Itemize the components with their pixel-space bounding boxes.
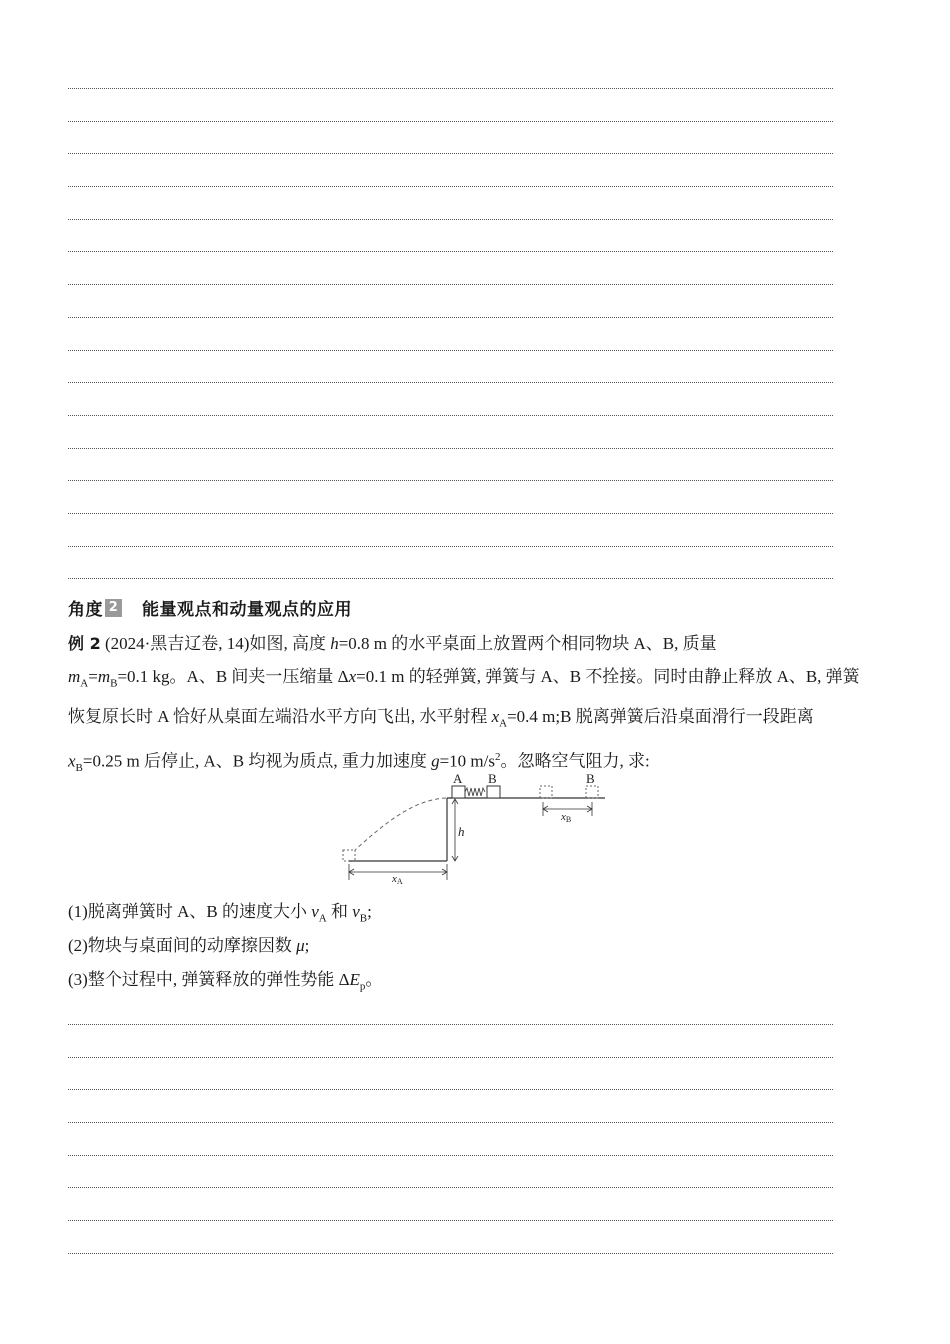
- question-3: [68, 969, 382, 997]
- answer-line: [68, 480, 833, 513]
- answer-line: [68, 121, 833, 154]
- answer-line: [68, 1024, 833, 1057]
- answer-line: [68, 251, 833, 284]
- section-title: 能量观点和动量观点的应用: [142, 600, 352, 620]
- text-run: 。: [365, 970, 383, 989]
- var-v: v: [352, 902, 360, 921]
- subscript: B: [359, 912, 368, 925]
- text-run: =0.8 m 的水平桌面上放置两个相同物块 A、B, 质量: [338, 634, 717, 653]
- block-b-end-ghost: [586, 786, 598, 798]
- text-run: 如图, 高度: [249, 634, 331, 653]
- subscript: B: [75, 761, 83, 774]
- subscript: A: [80, 677, 89, 690]
- section-heading: [68, 595, 352, 620]
- answer-line: [68, 153, 833, 186]
- answer-line: [68, 546, 833, 579]
- answer-line: [68, 88, 833, 121]
- answer-line: [68, 350, 833, 383]
- var-g: g: [431, 751, 440, 771]
- section-number-badge: 2: [105, 599, 122, 617]
- text-run: (3)整个过程中, 弹簧释放的弹性势能 Δ: [68, 970, 350, 989]
- var-x: x: [348, 667, 357, 686]
- answer-line: [68, 448, 833, 481]
- label-xb: [560, 811, 571, 824]
- problem-figure: [337, 768, 612, 888]
- var-x: x: [491, 707, 500, 727]
- answer-line: [68, 1155, 833, 1188]
- label-xa-var: x: [392, 873, 397, 885]
- text-run: 。忽略空气阻力, 求:: [500, 751, 650, 771]
- landing-block: [343, 850, 355, 861]
- text-run: ;: [367, 902, 372, 921]
- example-source: (2024·黑吉辽卷, 14): [104, 634, 250, 653]
- label-b-end: B: [586, 771, 595, 786]
- block-a: [452, 786, 465, 798]
- label-a: A: [453, 771, 463, 786]
- text-run: (1)脱离弹簧时 A、B 的速度大小: [68, 902, 312, 921]
- superscript: 2: [494, 750, 501, 763]
- text-run: (2)物块与桌面间的动摩擦因数: [68, 936, 297, 955]
- section-prefix: 角度: [68, 600, 103, 620]
- answer-line: [68, 186, 833, 219]
- subscript: p: [359, 980, 366, 993]
- label-xb-var: x: [561, 811, 566, 823]
- text-run: =0.1 m 的轻弹簧, 弹簧与 A、B 不拴接。同时由静止释放 A、B, 弹簧恢复原长时 A 恰好从桌面左端沿水平方向飞出, 水平射程: [68, 667, 860, 727]
- text-run: =0.25 m 后停止, A、B 均视为质点, 重力加速度: [82, 751, 432, 771]
- label-xa: [391, 873, 403, 886]
- answer-line: [68, 1122, 833, 1155]
- subscript: A: [499, 717, 508, 730]
- answer-line: [68, 1057, 833, 1090]
- var-e: E: [349, 970, 360, 989]
- text-run: 和: [326, 902, 353, 921]
- text-run: =0.1 kg。A、B 间夹一压缩量 Δ: [117, 667, 349, 686]
- spring: [465, 788, 485, 796]
- text-run: ;: [304, 936, 310, 955]
- label-b: B: [488, 771, 497, 786]
- label-h: h: [458, 824, 465, 839]
- answer-line: [68, 1253, 833, 1286]
- answer-line: [68, 317, 833, 350]
- example-problem-text: [68, 627, 868, 785]
- subscript: B: [110, 677, 118, 690]
- answer-line: [68, 219, 833, 252]
- var-m: m: [68, 667, 81, 686]
- answer-line: [68, 513, 833, 546]
- text-run: =: [88, 667, 98, 686]
- question-2: [68, 935, 309, 957]
- block-b-start-ghost: [540, 786, 552, 798]
- var-v: v: [311, 902, 319, 921]
- answer-line: [68, 1089, 833, 1122]
- answer-line: [68, 1187, 833, 1220]
- trajectory-curve: [355, 798, 453, 850]
- example-label: 例 2: [68, 634, 101, 653]
- answer-line: [68, 1220, 833, 1253]
- var-h: h: [330, 634, 339, 653]
- text-run: =0.4 m;B 脱离弹簧后沿桌面滑行一段距离: [507, 707, 814, 727]
- var-x: x: [68, 751, 76, 771]
- label-xb-sub: B: [565, 815, 572, 824]
- answer-line: [68, 382, 833, 415]
- answer-lines-top: [68, 88, 833, 611]
- subscript: A: [318, 912, 327, 925]
- answer-lines-bottom: [68, 1024, 833, 1286]
- answer-line: [68, 415, 833, 448]
- answer-line: [68, 284, 833, 317]
- text-run: =10 m/s: [439, 751, 495, 771]
- block-b: [487, 786, 500, 798]
- question-1: [68, 901, 372, 929]
- label-xa-sub: A: [396, 877, 403, 886]
- var-mu: μ: [296, 936, 305, 955]
- var-m: m: [97, 667, 111, 686]
